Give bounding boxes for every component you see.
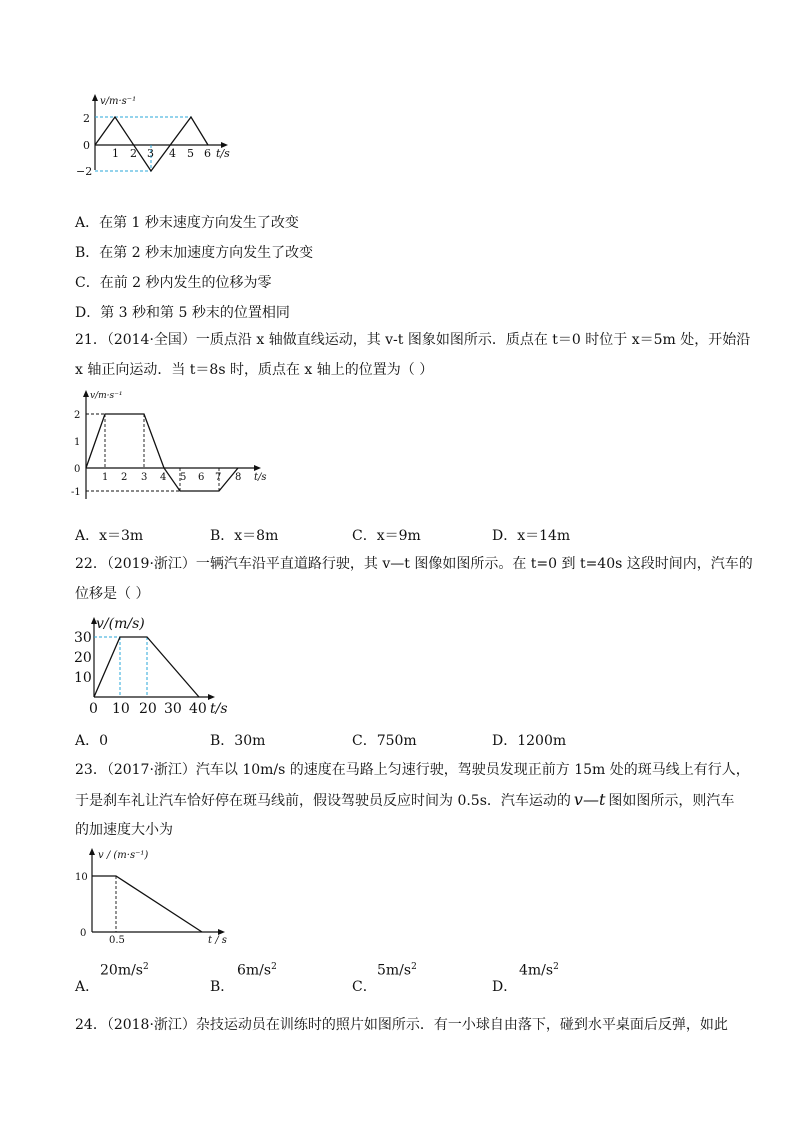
q23-stem-line3: 的加速度大小为 (75, 822, 173, 838)
y-arrow (92, 94, 98, 101)
y-tick-label: 30 (74, 630, 92, 646)
q21-stem-line2: x 轴正向运动．当 t＝8s 时，质点在 x 轴上的位置为（ ） (75, 362, 434, 378)
q20-option-c: C．在前 2 秒内发生的位移为零 (75, 275, 272, 291)
y-arrow (83, 390, 89, 397)
option-value: 6m/s (237, 962, 272, 979)
x-tick-label: 5 (180, 472, 187, 483)
x-tick-label: 7 (215, 472, 222, 483)
y-tick-label: 2 (74, 410, 81, 421)
x-tick-label: 5 (187, 147, 194, 160)
q22-option-c: C．750m (352, 733, 417, 749)
x-axis-label: t/s (254, 472, 267, 483)
x-axis-label: t/s (216, 147, 230, 160)
q22-option-a: A．0 (75, 733, 109, 749)
x-tick-label: 2 (130, 147, 137, 160)
graph-q23 (72, 844, 252, 944)
q21-option-d: D．x＝14m (492, 528, 571, 544)
q23-stem-line2 (75, 790, 734, 811)
y-axis-label: v/m·s⁻¹ (100, 96, 137, 107)
x-tick-label: 3 (141, 472, 148, 483)
y-tick-label: 2 (83, 112, 90, 125)
option-exponent: 2 (143, 962, 149, 972)
y-tick-label: 10 (74, 670, 92, 686)
q21-option-b: B．x＝8m (210, 528, 279, 544)
q23-option-d (492, 958, 612, 995)
x-tick-label: 3 (147, 147, 154, 160)
q21-option-c: C．x＝9m (352, 528, 421, 544)
y-tick-label: -1 (71, 487, 81, 498)
x-tick-label: 20 (139, 701, 157, 717)
option-letter: C． (352, 979, 377, 995)
x-tick-label: 8 (235, 472, 242, 483)
option-value: 5m/s (377, 962, 412, 979)
x-arrow (254, 465, 261, 471)
q22-option-b: B．30m (210, 733, 266, 749)
velocity-curve (92, 876, 202, 932)
x-tick-label: 4 (169, 147, 176, 160)
x-tick-label: 4 (160, 472, 167, 483)
y-tick-label: 20 (74, 650, 92, 666)
y-axis-label: v/m·s⁻¹ (90, 391, 123, 401)
q21-option-a: A．x＝3m (75, 528, 144, 544)
option-exponent: 2 (411, 962, 417, 972)
q20-option-a: A．在第 1 秒末速度方向发生了改变 (75, 215, 299, 231)
option-letter: B． (210, 979, 235, 995)
y-axis-label: v / (m·s⁻¹) (98, 850, 149, 861)
option-value: 4m/s (519, 962, 554, 979)
option-letter: A． (75, 979, 100, 995)
q23-stem-line1: 23．（2017·浙江）汽车以 10m/s 的速度在马路上匀速行驶，驾驶员发现正前方 15m 处的斑马线上有行人， (75, 762, 750, 778)
x-arrow (208, 694, 215, 700)
option-letter: D． (492, 979, 518, 995)
q23-option-c (352, 958, 472, 995)
q23-stem-text: 于是刹车礼让汽车恰好停在斑马线前，假设驾驶员反应时间为 0.5s．汽车运动的 (75, 793, 571, 809)
x-tick-label: 0 (89, 701, 98, 717)
graph-q21 (68, 387, 278, 502)
x-tick-label: 1 (102, 472, 109, 483)
q23-option-a (75, 958, 195, 995)
x-tick-label: 6 (198, 472, 205, 483)
x-axis-label: t/s (210, 701, 228, 717)
y-arrow (89, 848, 95, 855)
x-axis-label: t / s (208, 935, 227, 946)
y-tick-label: 0 (74, 464, 81, 475)
x-tick-label: 40 (189, 701, 207, 717)
graph-q20 (70, 92, 240, 187)
option-exponent: 2 (271, 962, 277, 972)
x-tick-label: 1 (112, 147, 119, 160)
q20-option-b: B．在第 2 秒末加速度方向发生了改变 (75, 245, 314, 261)
y-tick-label: 1 (74, 437, 81, 448)
y-tick-label: 10 (75, 872, 88, 883)
q23-vt-symbol: v—t (573, 790, 606, 809)
graph-q22 (72, 614, 237, 719)
q23-option-b (210, 958, 330, 995)
x-tick-label: 30 (164, 701, 182, 717)
x-tick-label: 2 (121, 472, 128, 483)
q24-stem-line1: 24．（2018·浙江）杂技运动员在训练时的照片如图所示．有一小球自由落下，碰到水平桌面后反弹，如此 (75, 1017, 728, 1033)
y-tick-label: 0 (80, 928, 87, 939)
q23-stem-text-end: 图如图所示，则汽车 (608, 793, 735, 809)
q22-stem-line2: 位移是（ ） (75, 586, 150, 602)
x-tick-label: 10 (112, 701, 130, 717)
x-tick-label: 6 (204, 147, 211, 160)
q22-stem-line1: 22．（2019·浙江）一辆汽车沿平直道路行驶，其 v—t 图像如图所示。在 t=0 到 t=40s 这段时间内，汽车的 (75, 556, 753, 572)
option-value: 20m/s (100, 962, 143, 979)
q20-option-d: D．第 3 秒和第 5 秒末的位置相同 (75, 305, 290, 321)
q22-option-d: D．1200m (492, 733, 567, 749)
y-tick-label: 0 (83, 139, 90, 152)
x-tick-label: 0.5 (109, 935, 125, 946)
y-tick-label: −2 (76, 165, 93, 178)
y-axis-label: v/(m/s) (96, 616, 145, 632)
option-exponent: 2 (553, 962, 559, 972)
q21-stem-line1: 21．（2014·全国）一质点沿 x 轴做直线运动，其 v-t 图象如图所示．质点在 t＝0 时位于 x＝5m 处，开始沿 (75, 332, 751, 348)
